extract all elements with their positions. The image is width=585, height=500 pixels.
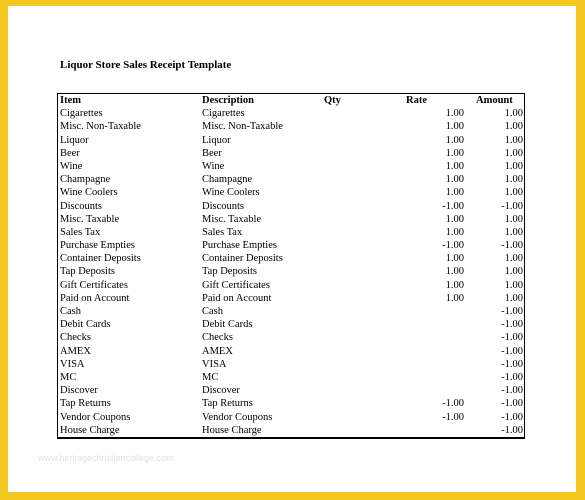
cell-amount: -1.00 — [501, 332, 523, 344]
table-row — [58, 305, 524, 318]
cell-description: Wine — [202, 160, 225, 172]
cell-item: Discounts — [60, 200, 102, 212]
cell-description: Checks — [202, 332, 233, 344]
table-row — [58, 252, 524, 265]
cell-item: Wine — [60, 160, 83, 172]
table-row — [58, 239, 524, 252]
cell-rate: -1.00 — [442, 411, 464, 423]
cell-description: Vendor Coupons — [202, 411, 273, 423]
cell-amount: -1.00 — [501, 411, 523, 423]
table-row — [58, 371, 524, 384]
cell-description: Beer — [202, 147, 222, 159]
cell-amount: 1.00 — [504, 160, 523, 172]
header-amount: Amount — [476, 95, 513, 106]
table-row — [58, 279, 524, 292]
cell-description: MC — [202, 371, 219, 383]
table-row — [58, 318, 524, 331]
cell-description: Cigarettes — [202, 108, 245, 120]
cell-description: Wine Coolers — [202, 187, 260, 199]
cell-item: Paid on Account — [60, 292, 130, 304]
cell-rate: -1.00 — [442, 240, 464, 252]
cell-rate: 1.00 — [445, 292, 464, 304]
cell-item: Tap Returns — [60, 398, 111, 410]
cell-rate: 1.00 — [445, 108, 464, 120]
cell-description: Paid on Account — [202, 292, 272, 304]
cell-description: Container Deposits — [202, 253, 283, 265]
cell-description: Purchase Empties — [202, 240, 277, 252]
cell-description: Misc. Non-Taxable — [202, 121, 283, 133]
table-row — [58, 173, 524, 186]
cell-item: Beer — [60, 147, 80, 159]
cell-item: Cash — [60, 306, 81, 317]
cell-amount: -1.00 — [501, 385, 523, 397]
table-row — [58, 265, 524, 278]
cell-amount: 1.00 — [504, 279, 523, 291]
receipt-table — [57, 93, 525, 439]
cell-amount: 1.00 — [504, 134, 523, 146]
table-row — [58, 411, 524, 424]
document-title: Liquor Store Sales Receipt Template — [60, 59, 232, 71]
cell-rate: 1.00 — [445, 213, 464, 225]
cell-item: Misc. Non-Taxable — [60, 121, 141, 133]
cell-rate: -1.00 — [442, 398, 464, 410]
table-row — [58, 186, 524, 199]
cell-amount: 1.00 — [504, 121, 523, 133]
table-row — [58, 107, 524, 120]
header-rate: Rate — [406, 95, 427, 106]
cell-amount: -1.00 — [501, 200, 523, 212]
table-row — [58, 345, 524, 358]
table-row — [58, 120, 524, 133]
cell-item: Discover — [60, 385, 98, 397]
cell-amount: -1.00 — [501, 306, 523, 317]
cell-description: Misc. Taxable — [202, 213, 262, 225]
table-row — [58, 160, 524, 173]
cell-rate: 1.00 — [445, 187, 464, 199]
cell-amount: 1.00 — [504, 108, 523, 120]
cell-rate: 1.00 — [445, 266, 464, 278]
cell-rate: 1.00 — [445, 279, 464, 291]
cell-rate: 1.00 — [445, 147, 464, 159]
cell-amount: 1.00 — [504, 292, 523, 304]
cell-item: Champagne — [60, 174, 111, 186]
cell-description: Gift Certificates — [202, 279, 270, 291]
watermark: www.heritagechristiancollege.com — [38, 453, 174, 463]
cell-item: VISA — [60, 358, 85, 370]
table-row — [58, 226, 524, 239]
cell-rate: 1.00 — [445, 134, 464, 146]
table-row — [58, 384, 524, 397]
cell-item: Checks — [60, 332, 91, 344]
cell-rate: 1.00 — [445, 121, 464, 133]
cell-description: Sales Tax — [202, 226, 243, 238]
cell-description: Discover — [202, 385, 240, 397]
cell-item: Vendor Coupons — [60, 411, 131, 423]
cell-item: Wine Coolers — [60, 187, 118, 199]
cell-rate: -1.00 — [442, 200, 464, 212]
table-row — [58, 213, 524, 226]
cell-amount: 1.00 — [504, 226, 523, 238]
cell-amount: 1.00 — [504, 213, 523, 225]
table-row — [58, 331, 524, 344]
cell-item: MC — [60, 371, 77, 383]
cell-item: Cigarettes — [60, 108, 103, 120]
table-row — [58, 134, 524, 147]
cell-amount: -1.00 — [501, 319, 523, 331]
cell-amount: -1.00 — [501, 358, 523, 370]
cell-rate: 1.00 — [445, 160, 464, 172]
cell-item: Tap Deposits — [60, 266, 115, 278]
cell-amount: -1.00 — [501, 398, 523, 410]
cell-rate: 1.00 — [445, 253, 464, 265]
table-row — [58, 200, 524, 213]
table-row — [58, 397, 524, 410]
cell-item: Container Deposits — [60, 253, 141, 265]
header-description: Description — [202, 95, 254, 106]
cell-description: Champagne — [202, 174, 253, 186]
cell-item: Purchase Empties — [60, 240, 135, 252]
cell-amount: 1.00 — [504, 174, 523, 186]
cell-description: AMEX — [202, 345, 233, 357]
cell-description: VISA — [202, 358, 227, 370]
table-row — [58, 358, 524, 371]
cell-item: Gift Certificates — [60, 279, 128, 291]
cell-description: House Charge — [202, 424, 262, 436]
table-row — [58, 147, 524, 160]
cell-description: Discounts — [202, 200, 244, 212]
cell-item: AMEX — [60, 345, 91, 357]
cell-rate: 1.00 — [445, 174, 464, 186]
cell-item: Sales Tax — [60, 226, 101, 238]
cell-item: Misc. Taxable — [60, 213, 120, 225]
cell-amount: -1.00 — [501, 371, 523, 383]
cell-description: Cash — [202, 306, 223, 317]
cell-amount: -1.00 — [501, 345, 523, 357]
cell-description: Debit Cards — [202, 319, 253, 331]
cell-amount: -1.00 — [501, 240, 523, 252]
cell-item: House Charge — [60, 424, 120, 436]
cell-amount: 1.00 — [504, 253, 523, 265]
cell-item: Liquor — [60, 134, 89, 146]
cell-amount: 1.00 — [504, 187, 523, 199]
cell-description: Tap Deposits — [202, 266, 257, 278]
table-row — [58, 424, 524, 437]
document-page — [8, 6, 576, 492]
header-item: Item — [60, 95, 81, 106]
cell-rate: 1.00 — [445, 226, 464, 238]
cell-amount: -1.00 — [501, 424, 523, 436]
cell-item: Debit Cards — [60, 319, 111, 331]
cell-description: Tap Returns — [202, 398, 253, 410]
table-body — [58, 107, 524, 437]
table-row — [58, 292, 524, 305]
table-header-row — [58, 94, 524, 107]
cell-description: Liquor — [202, 134, 231, 146]
cell-amount: 1.00 — [504, 147, 523, 159]
header-qty: Qty — [324, 95, 341, 106]
cell-amount: 1.00 — [504, 266, 523, 278]
